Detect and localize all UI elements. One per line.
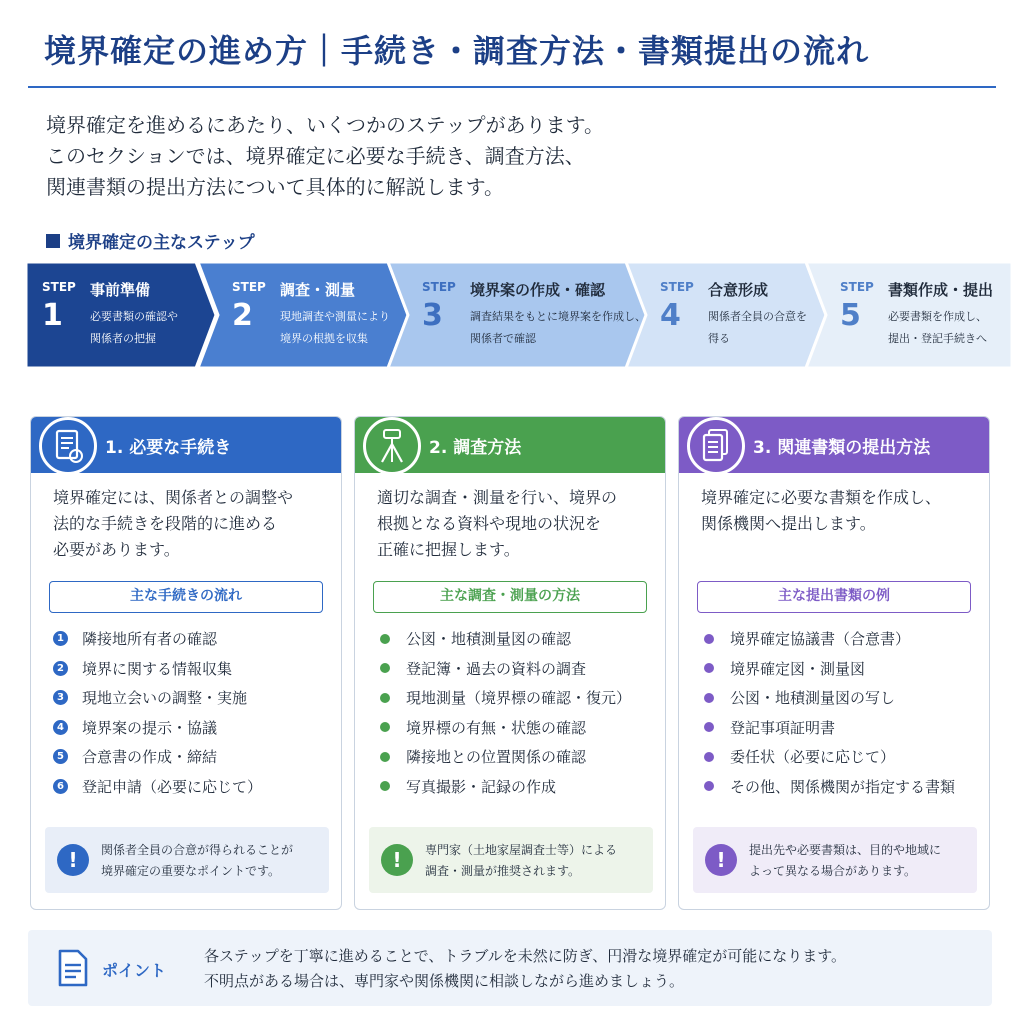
card-note [369, 827, 653, 893]
dot-bullet [380, 781, 390, 791]
number-bullet: 5 [53, 749, 68, 764]
list-item [53, 683, 338, 713]
dot-bullet [704, 634, 714, 644]
list-item [701, 654, 986, 684]
steps-heading-label: 境界確定の主なステップ [68, 233, 255, 253]
documents-icon [687, 417, 745, 475]
list-item [377, 654, 662, 684]
step-title: 境界案の作成・確認 [470, 281, 606, 299]
list-item [53, 624, 338, 654]
list-item [53, 742, 338, 772]
card-subheading: 主な提出書類の例 [697, 581, 971, 613]
step-title: 事前準備 [90, 281, 151, 299]
list-item-text: 登記簿・過去の資料の調査 [406, 659, 587, 678]
procedure-card [30, 416, 342, 910]
card-desc-line: 正確に把握します。 [377, 540, 520, 559]
step-description [280, 306, 390, 350]
list-item [53, 772, 338, 802]
step-desc-line: 関係者の把握 [90, 332, 156, 345]
list-item-text: 現地測量（境界標の確認・復元） [406, 689, 632, 708]
title-divider [28, 86, 996, 88]
procedure-list [53, 624, 338, 801]
card-subheading: 主な手続きの流れ [49, 581, 323, 613]
list-item [701, 772, 986, 802]
dot-bullet [380, 634, 390, 644]
square-bullet-icon [46, 234, 60, 248]
note-line: 関係者全員の合意が得られることが [101, 843, 294, 857]
note-text [425, 840, 617, 882]
page-title: 境界確定の進め方｜手続き・調査方法・書類提出の流れ [44, 32, 870, 70]
number-bullet: 4 [53, 720, 68, 735]
step-desc-line: 調査結果をもとに境界案を作成し、 [470, 310, 646, 323]
list-item-text: 現地立会いの調整・実施 [82, 689, 248, 708]
step-number: 1 [42, 298, 63, 333]
step-desc-line: 関係者で確認 [470, 332, 536, 345]
card-description [53, 485, 333, 563]
survey-method-list [377, 624, 662, 801]
list-item-text: 登記事項証明書 [730, 718, 836, 737]
card-desc-line: 必要があります。 [53, 540, 180, 559]
list-item [377, 624, 662, 654]
list-item-text: 合意書の作成・締結 [82, 748, 218, 767]
number-bullet: 6 [53, 779, 68, 794]
list-item-text: 境界確定協議書（合意書） [730, 630, 911, 649]
note-line: 境界確定の重要なポイントです。 [101, 864, 281, 878]
card-description [701, 485, 981, 537]
card-title: 2. 調査方法 [429, 438, 522, 458]
dot-bullet [704, 663, 714, 673]
point-label: ポイント [102, 961, 167, 980]
step-label: STEP [660, 280, 694, 294]
card-desc-line: 根拠となる資料や現地の状況を [377, 514, 602, 533]
point-text [204, 944, 846, 994]
list-item [701, 624, 986, 654]
step-desc-line: 関係者全員の合意を [708, 310, 807, 323]
steps-heading [46, 228, 255, 253]
document-icon [39, 417, 97, 475]
step-title: 合意形成 [708, 281, 769, 299]
step-desc-line: 必要書類の確認や [90, 310, 178, 323]
list-item-text: 隣接地所有者の確認 [82, 630, 218, 649]
card-desc-line: 境界確定には、関係者との調整や [53, 488, 294, 507]
document-icon [54, 948, 90, 988]
list-item [377, 683, 662, 713]
note-text [101, 840, 293, 882]
step-desc-line: 必要書類を作成し、 [888, 310, 987, 323]
note-line: よって異なる場合があります。 [749, 864, 917, 878]
intro-text [46, 110, 976, 203]
dot-bullet [380, 722, 390, 732]
number-bullet: 3 [53, 690, 68, 705]
list-item-text: 境界確定図・測量図 [730, 659, 866, 678]
list-item-text: 公図・地積測量図の確認 [406, 630, 572, 649]
document-list [701, 624, 986, 801]
dot-bullet [704, 781, 714, 791]
intro-line: 関連書類の提出方法について具体的に解説します。 [46, 175, 504, 199]
step-flow [26, 262, 1012, 368]
list-item [53, 713, 338, 743]
list-item-text: 委任状（必要に応じて） [730, 748, 896, 767]
number-bullet: 1 [53, 631, 68, 646]
step-number: 2 [232, 298, 253, 333]
surveying-tripod-icon [363, 417, 421, 475]
card-title: 3. 関連書類の提出方法 [753, 438, 931, 458]
step-desc-line: 提出・登記手続きへ [888, 332, 987, 345]
list-item-text: その他、関係機関が指定する書類 [730, 777, 956, 796]
card-note [693, 827, 977, 893]
card-description [377, 485, 657, 563]
exclamation-icon: ! [57, 844, 89, 876]
note-line: 専門家（土地家屋調査士等）による [425, 843, 618, 857]
point-box [28, 930, 992, 1006]
step-title: 書類作成・提出 [888, 281, 994, 299]
step-description [708, 306, 807, 350]
step-label: STEP [840, 280, 874, 294]
list-item-text: 隣接地との位置関係の確認 [406, 748, 587, 767]
exclamation-icon: ! [705, 844, 737, 876]
documents-card [678, 416, 990, 910]
dot-bullet [704, 693, 714, 703]
step-desc-line: 境界の根拠を収集 [280, 332, 368, 345]
survey-card [354, 416, 666, 910]
card-subheading: 主な調査・測量の方法 [373, 581, 647, 613]
intro-line: 境界確定を進めるにあたり、いくつかのステップがあります。 [46, 113, 604, 137]
card-desc-line: 適切な調査・測量を行い、境界の [377, 488, 618, 507]
card-desc-line: 関係機関へ提出します。 [701, 514, 876, 533]
card-desc-line: 法的な手続きを段階的に進める [53, 514, 278, 533]
card-desc-line: 境界確定に必要な書類を作成し、 [701, 488, 942, 507]
list-item [377, 713, 662, 743]
step-label: STEP [422, 280, 456, 294]
intro-line: このセクションでは、境界確定に必要な手続き、調査方法、 [46, 144, 585, 168]
list-item-text: 登記申請（必要に応じて） [82, 777, 263, 796]
step-number: 3 [422, 298, 443, 333]
note-line: 提出先や必要書類は、目的や地域に [749, 843, 942, 857]
list-item [701, 683, 986, 713]
step-description [470, 306, 646, 350]
list-item-text: 写真撮影・記録の作成 [406, 777, 557, 796]
list-item-text: 境界案の提示・協議 [82, 718, 218, 737]
list-item-text: 境界に関する情報収集 [82, 659, 233, 678]
exclamation-icon: ! [381, 844, 413, 876]
dot-bullet [704, 752, 714, 762]
step-number: 5 [840, 298, 861, 333]
number-bullet: 2 [53, 661, 68, 676]
note-text [749, 840, 941, 882]
step-title: 調査・測量 [280, 281, 356, 299]
step-label: STEP [42, 280, 76, 294]
list-item [377, 772, 662, 802]
step-label: STEP [232, 280, 266, 294]
note-line: 調査・測量が推奨されます。 [425, 864, 581, 878]
list-item [701, 713, 986, 743]
card-note [45, 827, 329, 893]
list-item [53, 654, 338, 684]
dot-bullet [380, 752, 390, 762]
list-item [701, 742, 986, 772]
card-title: 1. 必要な手続き [105, 438, 232, 458]
dot-bullet [380, 663, 390, 673]
dot-bullet [704, 722, 714, 732]
list-item [377, 742, 662, 772]
dot-bullet [380, 693, 390, 703]
point-line: 各ステップを丁寧に進めることで、トラブルを未然に防ぎ、円滑な境界確定が可能になります。 [204, 947, 847, 965]
list-item-text: 公図・地積測量図の写し [730, 689, 896, 708]
point-line: 不明点がある場合は、専門家や関係機関に相談しながら進めましょう。 [204, 972, 685, 990]
step-desc-line: 得る [708, 332, 730, 345]
list-item-text: 境界標の有無・状態の確認 [406, 718, 587, 737]
step-desc-line: 現地調査や測量により [280, 310, 390, 323]
step-number: 4 [660, 298, 681, 333]
step-description [888, 306, 987, 350]
step-description [90, 306, 178, 350]
